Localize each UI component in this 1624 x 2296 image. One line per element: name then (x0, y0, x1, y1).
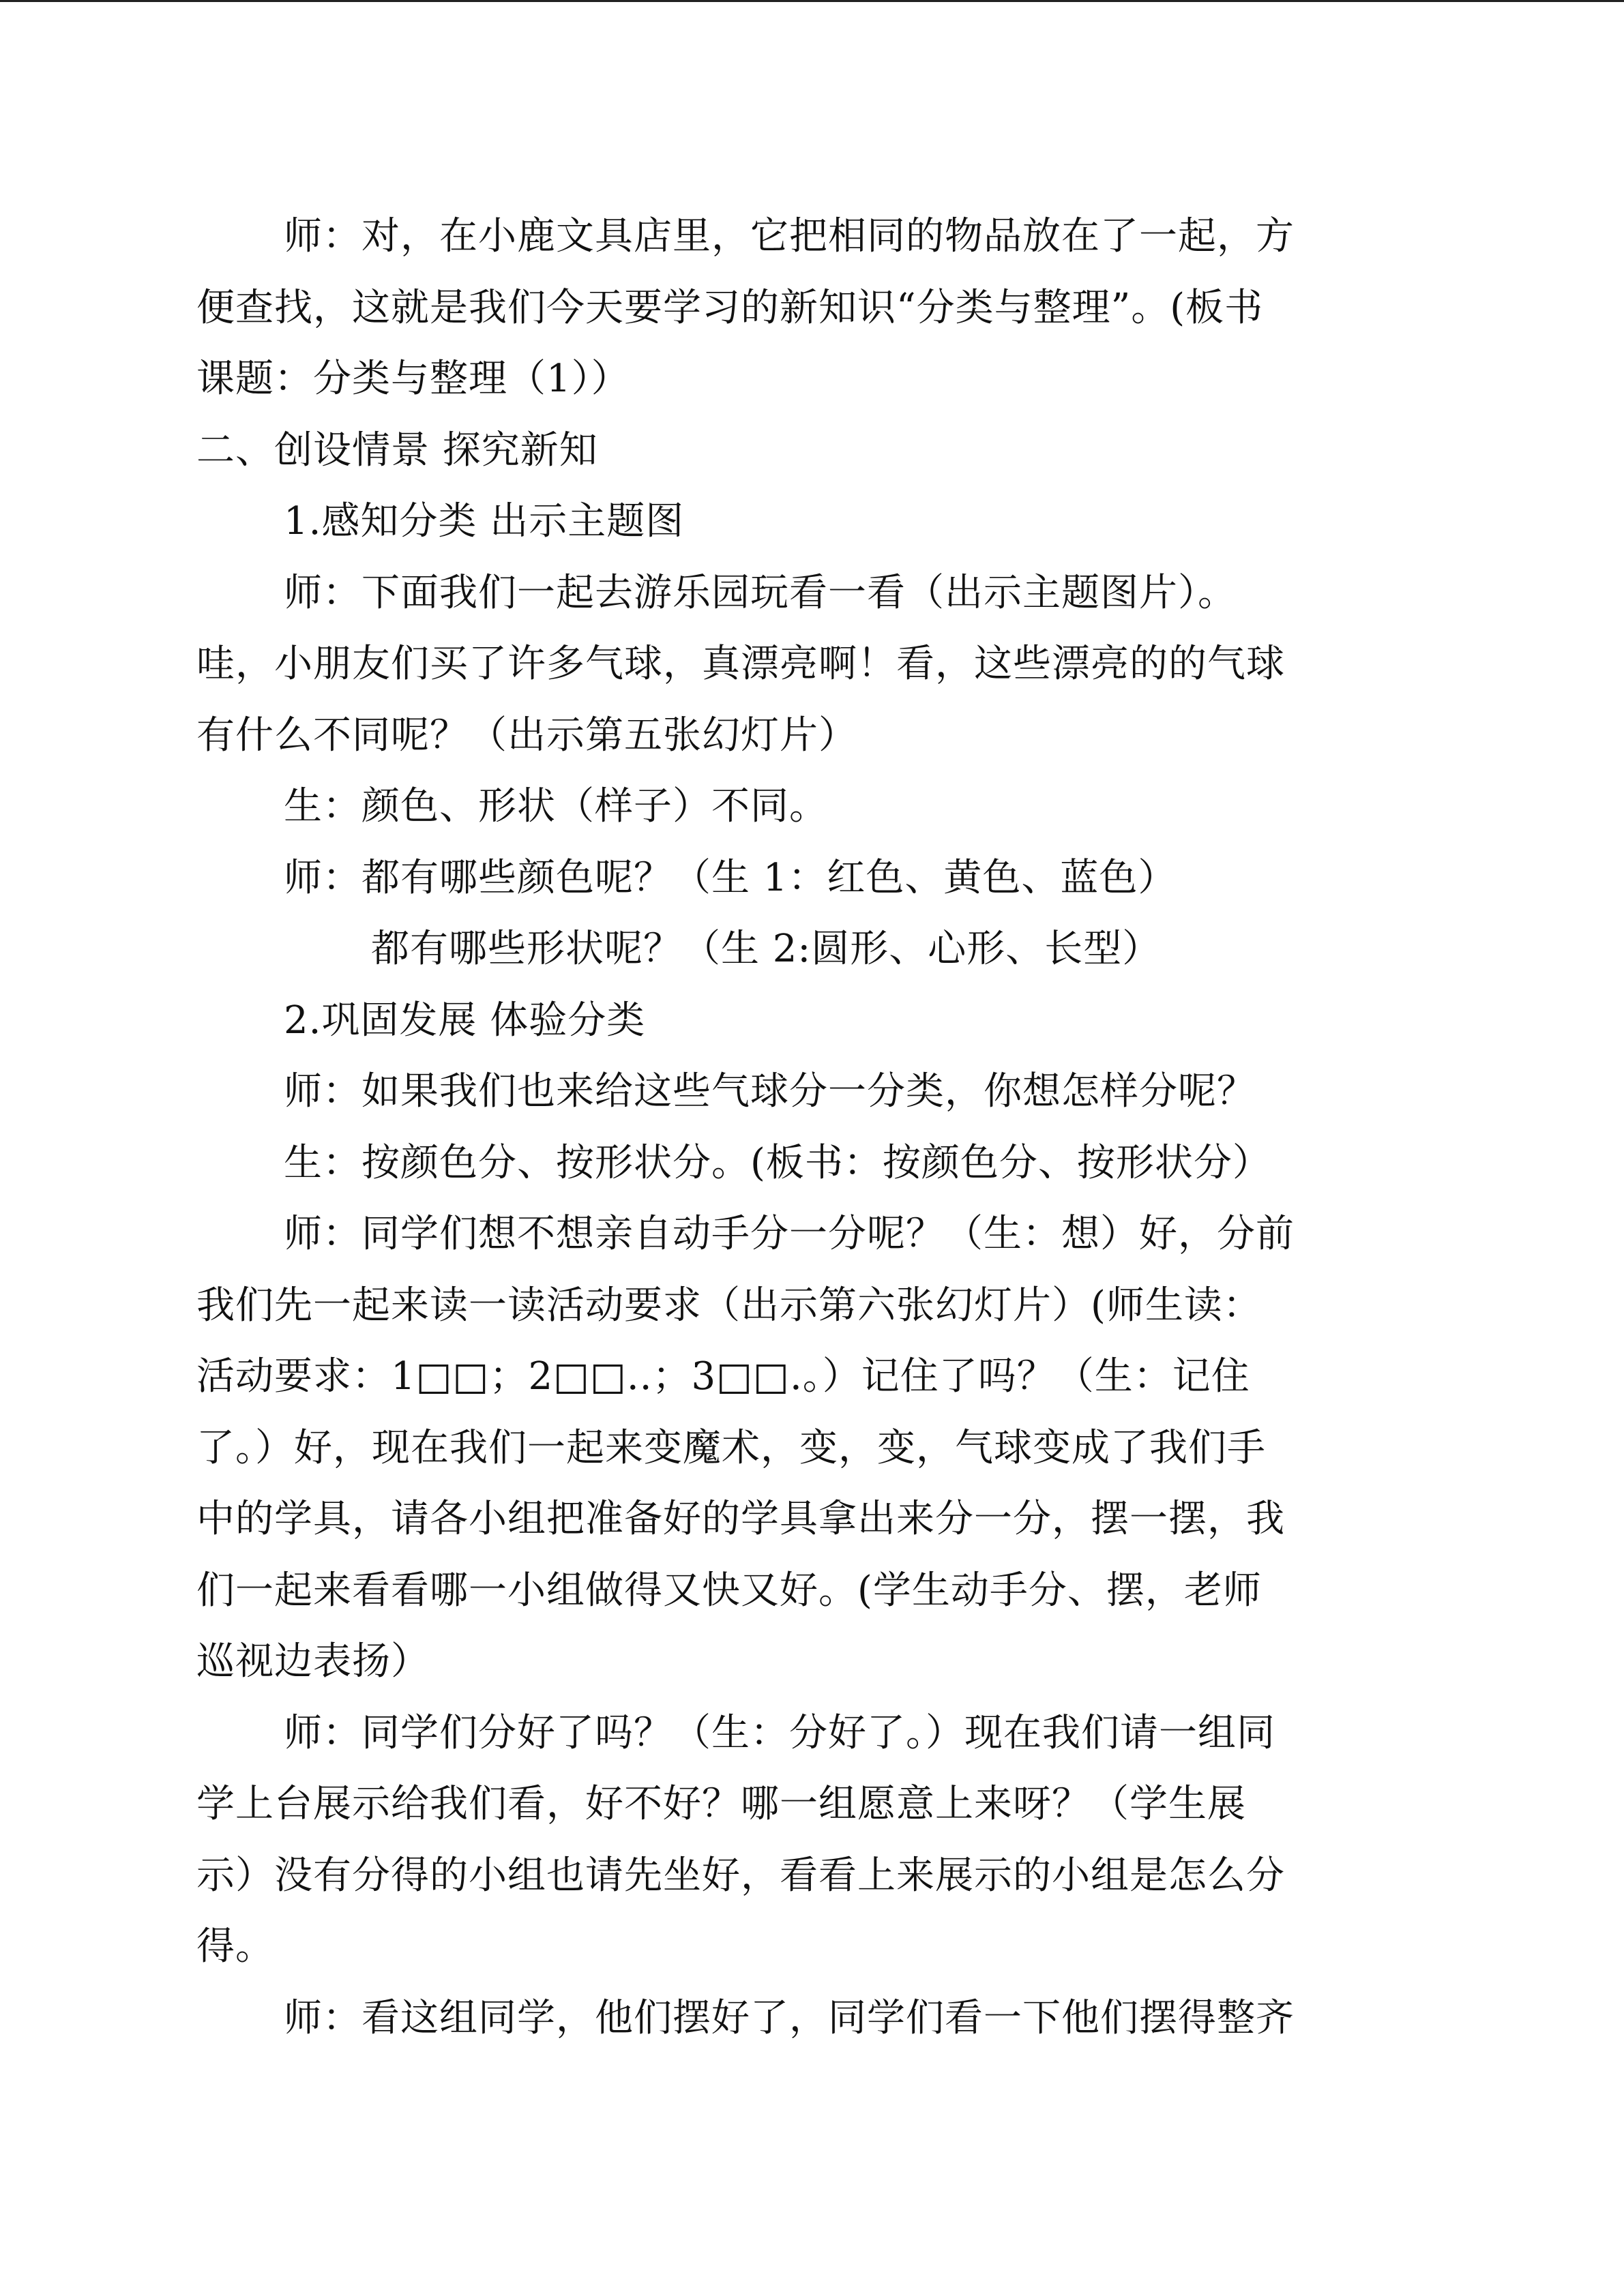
text-line: 师：看这组同学，他们摆好了，同学们看一下他们摆得整齐 (284, 1995, 1295, 2040)
text-line: 师：对，在小鹿文具店里，它把相同的物品放在了一起，方 (284, 214, 1295, 258)
text-line: 活动要求：1□□；2□□..；3□□.。）记住了吗？（生：记住 (196, 1354, 1250, 1399)
subsection-heading: 2.巩固发展 体验分类 (284, 998, 646, 1043)
text-line: 师：同学们分好了吗？（生：分好了。）现在我们请一组同 (284, 1710, 1275, 1755)
text-line: 中的学具，请各小组把准备好的学具拿出来分一分，摆一摆，我 (196, 1497, 1285, 1541)
text-line: 们一起来看看哪一小组做得又快又好。(学生动手分、摆，老师 (196, 1568, 1262, 1613)
text-line: 师：下面我们一起去游乐园玩看一看（出示主题图片）。 (284, 570, 1237, 615)
text-line: 生：按颜色分、按形状分。(板书：按颜色分、按形状分） (284, 1140, 1271, 1185)
text-line: 有什么不同呢？（出示第五张幻灯片） (196, 713, 857, 758)
text-line: 了。）好，现在我们一起来变魔术，变，变，气球变成了我们手 (196, 1425, 1266, 1470)
subsection-heading: 1.感知分类 出示主题图 (284, 499, 685, 543)
top-border-rule (0, 0, 1624, 2)
text-line: 便查找，这就是我们今天要学习的新知识“分类与整理”。(板书 (196, 285, 1264, 330)
text-line: 我们先一起来读一读活动要求（出示第六张幻灯片）(师生读： (196, 1283, 1262, 1328)
text-line: 哇，小朋友们买了许多气球，真漂亮啊！看，这些漂亮的的气球 (196, 642, 1285, 686)
document-page (196, 201, 1417, 2054)
text-line: 生：颜色、形状（样子）不同。 (284, 784, 828, 829)
text-line: 巡视边表扬） (196, 1639, 430, 1684)
text-line: 师：都有哪些颜色呢？（生 1：红色、黄色、蓝色） (284, 855, 1177, 900)
text-line: 师：同学们想不想亲自动手分一分呢？（生：想）好，分前 (284, 1212, 1295, 1256)
text-line: 示）没有分得的小组也请先坐好，看看上来展示的小组是怎么分 (196, 1853, 1285, 1898)
text-line: 得。 (196, 1924, 274, 1969)
text-line: 课题：分类与整理（1）） (196, 357, 630, 401)
text-line: 师：如果我们也来给这些气球分一分类，你想怎样分呢？ (284, 1069, 1256, 1114)
section-heading: 二、创设情景 探究新知 (196, 428, 598, 473)
text-line: 学上台展示给我们看，好不好？哪一组愿意上来呀？（学生展 (196, 1782, 1246, 1826)
text-line: 都有哪些形状呢？（生 2:圆形、心形、长型） (371, 927, 1162, 971)
